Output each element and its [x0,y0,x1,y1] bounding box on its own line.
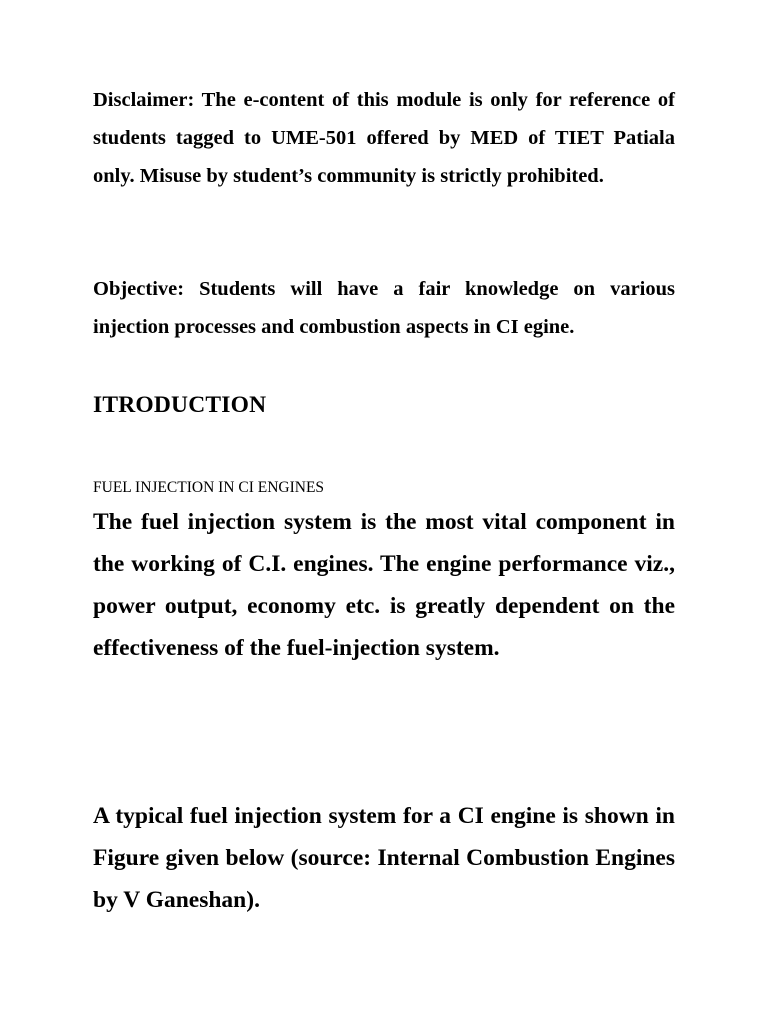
disclaimer-label: Disclaimer [93,89,188,111]
section-heading: ITRODUCTION [93,392,267,418]
figure-intro-paragraph: A typical fuel injection system for a CI engine is shown in Figure given below (source: Internal Combustion Engines by V Ganeshan). [93,803,675,913]
disclaimer-paragraph [93,81,675,195]
disclaimer-text: : The e-content of this module is only for reference of students tagged to UME-501 offered by MED of TIET Patiala only. Misuse by student’s community is strictly prohibited. [93,89,675,187]
section-subheading: FUEL INJECTION IN CI ENGINES [93,479,325,496]
intro-paragraph: The fuel injection system is the most vital component in the working of C.I. engines. The engine performance viz., power output, economy etc. is greatly dependent on the effectiveness of the fuel-injection system. [93,509,675,661]
objective-paragraph: Objective: Students will have a fair knowledge on various injection processes and combustion aspects in CI egine. [93,278,675,338]
